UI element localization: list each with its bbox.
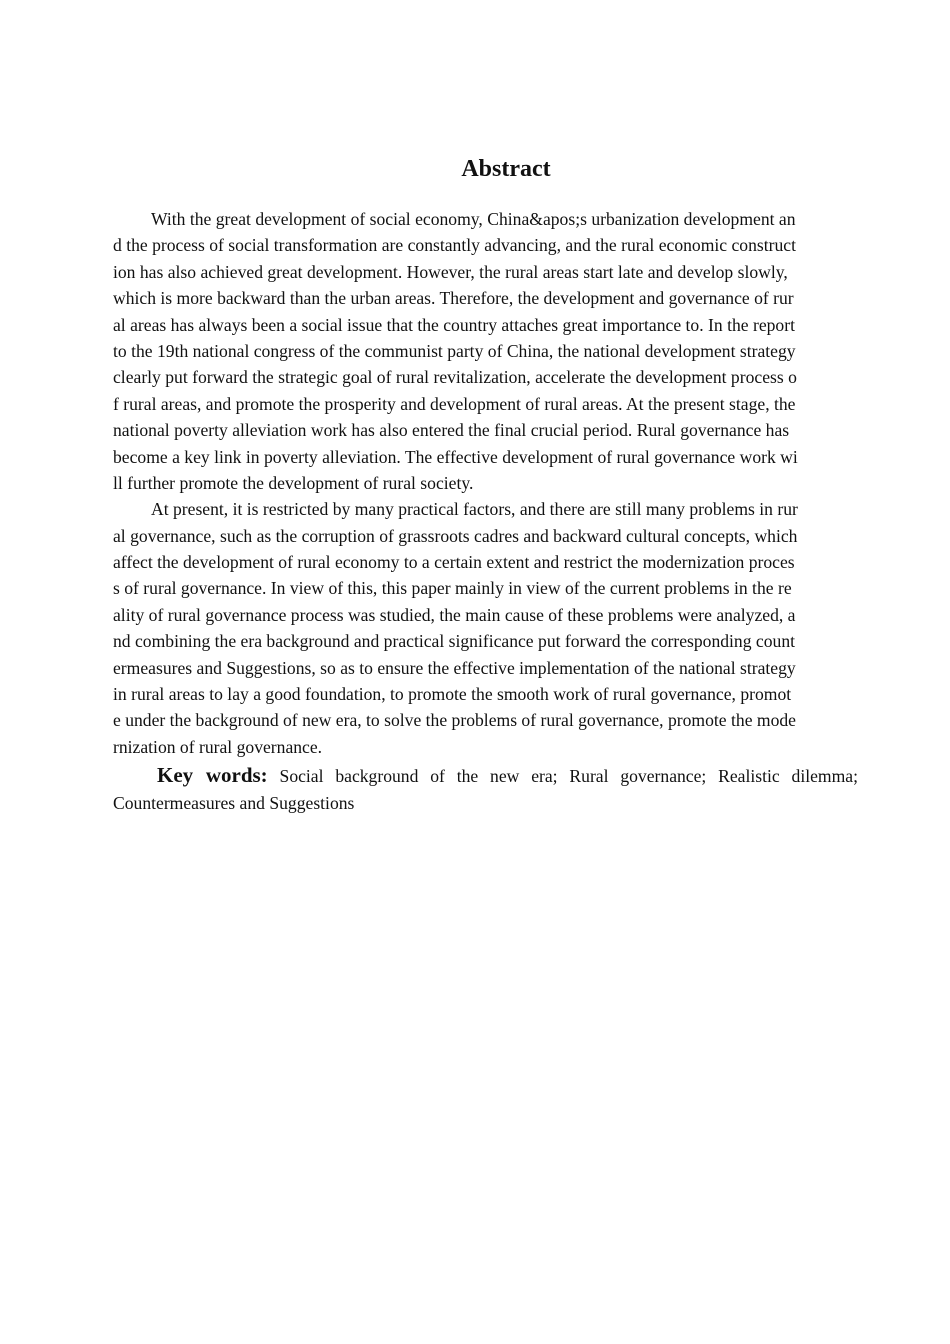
- paragraph-line: ality of rural governance process was studied, the main cause of these problems were analyzed, a: [113, 604, 796, 625]
- keywords-text-1: Social background of the new era; Rural governance; Realistic dilemma;: [279, 766, 858, 786]
- abstract-title: Abstract: [461, 156, 551, 182]
- keywords-text-2: Countermeasures and Suggestions: [113, 793, 355, 813]
- paragraph-line: to the 19th national congress of the communist party of China, the national development strategy: [113, 340, 796, 361]
- paragraph-line: in rural areas to lay a good foundation, to promote the smooth work of rural governance, promot: [113, 684, 792, 705]
- paragraph-line: d the process of social transformation are constantly advancing, and the rural economic construct: [113, 235, 796, 256]
- paragraph-line: which is more backward than the urban areas. Therefore, the development and governance of rur: [113, 288, 794, 309]
- paragraph-line: al governance, such as the corruption of grassroots cadres and backward cultural concepts, which: [113, 525, 798, 546]
- paragraph-line: nd combining the era background and practical significance put forward the corresponding count: [113, 631, 796, 652]
- paragraph-line: ermeasures and Suggestions, so as to ensure the effective implementation of the national strategy: [113, 657, 796, 678]
- paragraph-line: With the great development of social economy, China&apos;s urbanization development an: [151, 209, 796, 229]
- keywords-section: [113, 762, 858, 817]
- abstract-paragraph-1: [113, 206, 858, 496]
- keywords-line-1: [113, 762, 858, 790]
- paragraph-line: al areas has always been a social issue that the country attaches great importance to. In the report: [113, 314, 795, 335]
- paragraph-line: become a key link in poverty alleviation. The effective development of rural governance work wi: [113, 446, 798, 467]
- keywords-label: Key words:: [157, 763, 268, 787]
- paragraph-line: ion has also achieved great development. However, the rural areas start late and develop slowly,: [113, 261, 788, 282]
- paragraph-line: ll further promote the development of rural society.: [113, 472, 474, 493]
- paragraph-line: s of rural governance. In view of this, this paper mainly in view of the current problems in the re: [113, 578, 792, 599]
- abstract-paragraph-2: [113, 496, 858, 760]
- abstract-body: [113, 206, 858, 760]
- paragraph-line: national poverty alleviation work has also entered the final crucial period. Rural governance has: [113, 420, 790, 441]
- paragraph-line: clearly put forward the strategic goal of rural revitalization, accelerate the development process o: [113, 367, 797, 388]
- paragraph-line: At present, it is restricted by many practical factors, and there are still many problems in rur: [151, 499, 798, 520]
- paragraph-line: e under the background of new era, to solve the problems of rural governance, promote the mode: [113, 710, 796, 731]
- paragraph-line: f rural areas, and promote the prosperity and development of rural areas. At the present stage, the: [113, 393, 796, 414]
- paragraph-line: rnization of rural governance.: [113, 736, 323, 757]
- paragraph-line: affect the development of rural economy to a certain extent and restrict the modernization proces: [113, 552, 795, 573]
